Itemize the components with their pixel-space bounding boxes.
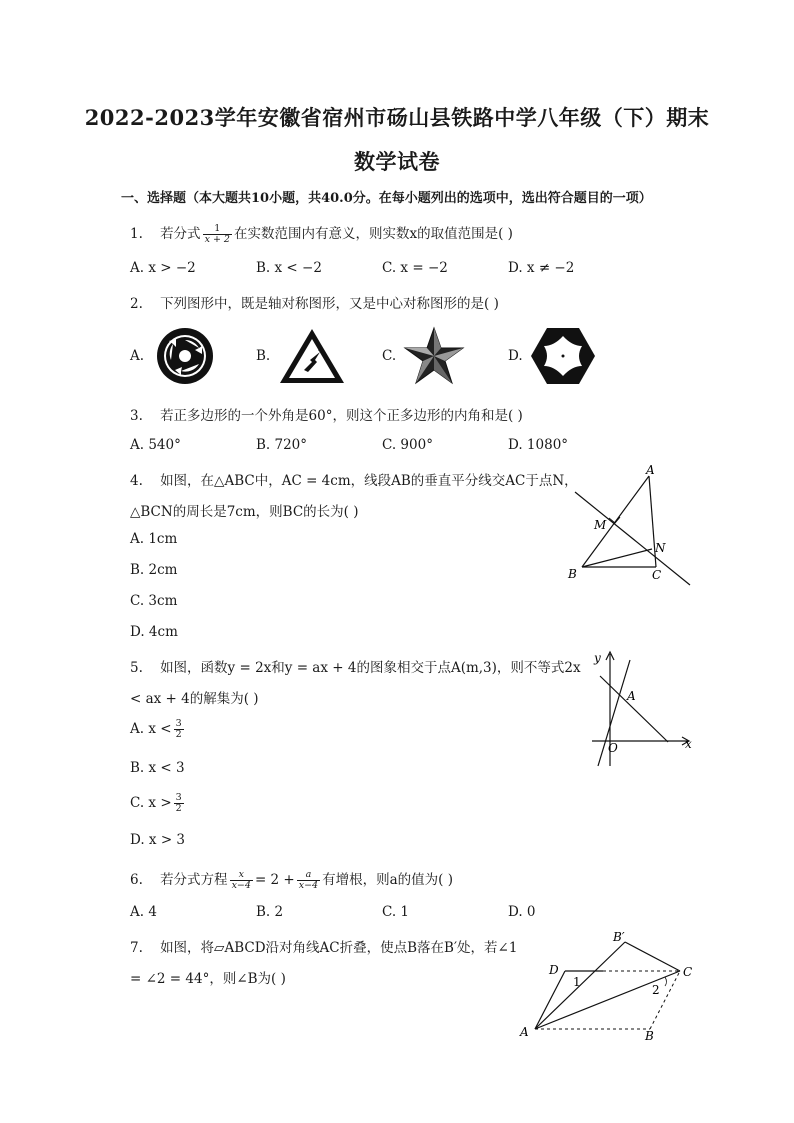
question-6: 6. 若分式方程 $\frac{x}{x-4}$ = 2 + $\frac{a}{x-4}$ 有增根，则a的值为( ) [130, 869, 453, 891]
question-number: 5. [130, 660, 143, 676]
option-b[interactable]: B. 2 [256, 904, 284, 920]
question-text: 若分式方程 [160, 872, 228, 888]
option-a[interactable]: A. x > −2 [130, 260, 196, 276]
question-text: 下列图形中，既是轴对称图形，又是中心对称图形的是( ) [160, 296, 499, 312]
option-b[interactable]: B. x < 3 [130, 760, 185, 776]
option-d[interactable]: D. 1080° [508, 437, 569, 453]
option-a[interactable]: A. 4 [130, 904, 157, 920]
option-a[interactable]: A. 1cm [130, 531, 178, 547]
label-n: N [655, 541, 666, 555]
option-b[interactable]: B. [256, 348, 271, 364]
question-text: 如图，将▱ABCD沿对角线AC折叠，使点B落在B′处，若∠1 [160, 940, 518, 956]
option-d[interactable]: D. 0 [508, 904, 536, 920]
triangle-abc-figure [560, 462, 700, 587]
question-5 [130, 656, 581, 676]
label-c: C [683, 965, 693, 979]
option-b[interactable]: B. 2cm [130, 562, 178, 578]
question-5-line2: < ax + 4的解集为( ) [130, 691, 259, 707]
option-a[interactable]: A. [130, 348, 145, 364]
question-number: 6. [130, 872, 143, 888]
question-text: 在实数范围内有意义，则实数x的取值范围是( ) [233, 226, 513, 242]
five-pointed-star-icon [403, 326, 465, 386]
axis-label-y: y [594, 651, 601, 665]
option-c[interactable]: C. 3cm [130, 593, 178, 609]
option-d[interactable]: D. 4cm [130, 624, 178, 640]
question-number: 1. [130, 226, 143, 242]
option-b[interactable]: B. 720° [256, 437, 308, 453]
option-d[interactable]: D. x > 3 [130, 832, 186, 848]
question-number: 2. [130, 296, 143, 312]
section-header: 一、选择题（本大题共10小题，共40.0分。在每小题列出的选项中，选出符合题目的一项） [121, 191, 652, 206]
option-c[interactable]: C. [382, 348, 397, 364]
angle-1-label: 1 [573, 975, 581, 989]
label-m: M [594, 518, 607, 532]
option-a[interactable]: A. 540° [130, 437, 181, 453]
option-c[interactable]: C. x = −2 [382, 260, 448, 276]
axis-label-x: x [685, 737, 692, 751]
parallelogram-fold-figure [515, 930, 705, 1042]
option-d[interactable]: D. [508, 348, 523, 364]
roundabout-sign-icon [155, 326, 215, 386]
warning-triangle-sign-icon [278, 326, 346, 386]
option-c[interactable]: C. x > $\frac{3}{2}$ [130, 792, 182, 814]
question-4-line2: △BCN的周长是7cm，则BC的长为( ) [130, 504, 359, 520]
question-number: 4. [130, 473, 143, 489]
origin-label: O [608, 741, 618, 755]
label-b-prime: B′ [613, 930, 625, 944]
question-7 [130, 936, 517, 956]
question-2 [130, 292, 499, 312]
question-text: 如图，函数y = 2x和y = ax + 4的图象相交于点A(m,3)，则不等式2x [160, 660, 581, 676]
option-c[interactable]: C. 900° [382, 437, 433, 453]
question-text: 若分式 [160, 226, 201, 242]
question-number: 7. [130, 940, 143, 956]
question-text: 有增根，则a的值为( ) [322, 872, 453, 888]
option-a[interactable]: A. x < $\frac{3}{2}$ [130, 718, 182, 740]
hexagon-flower-icon [530, 326, 596, 386]
label-a: A [646, 463, 655, 477]
page-title: 2022-2023学年安徽省宿州市砀山县铁路中学八年级（下）期末 [84, 105, 710, 130]
question-text: 如图，在△ABC中，AC = 4cm，线段AB的垂直平分线交AC于点N， [160, 473, 578, 489]
label-a: A [627, 689, 636, 703]
fraction: $\frac{1}{x + 2}$ [204, 223, 230, 245]
option-d[interactable]: D. x ≠ −2 [508, 260, 575, 276]
label-a: A [520, 1025, 529, 1039]
question-4 [130, 469, 578, 489]
question-number: 3. [130, 408, 143, 424]
function-graph-figure [588, 648, 696, 770]
label-c: C [652, 568, 662, 582]
label-b: B [568, 567, 577, 581]
page-subtitle: 数学试卷 [354, 149, 440, 174]
label-d: D [549, 963, 559, 977]
label-b: B [645, 1029, 654, 1042]
angle-2-label: 2 [652, 983, 660, 997]
question-1 [130, 222, 513, 245]
question-7-line2: = ∠2 = 44°，则∠B为( ) [130, 971, 286, 987]
question-3 [130, 404, 523, 424]
option-c[interactable]: C. 1 [382, 904, 410, 920]
option-b[interactable]: B. x < −2 [256, 260, 322, 276]
question-text: 若正多边形的一个外角是60°，则这个正多边形的内角和是( ) [160, 408, 523, 424]
